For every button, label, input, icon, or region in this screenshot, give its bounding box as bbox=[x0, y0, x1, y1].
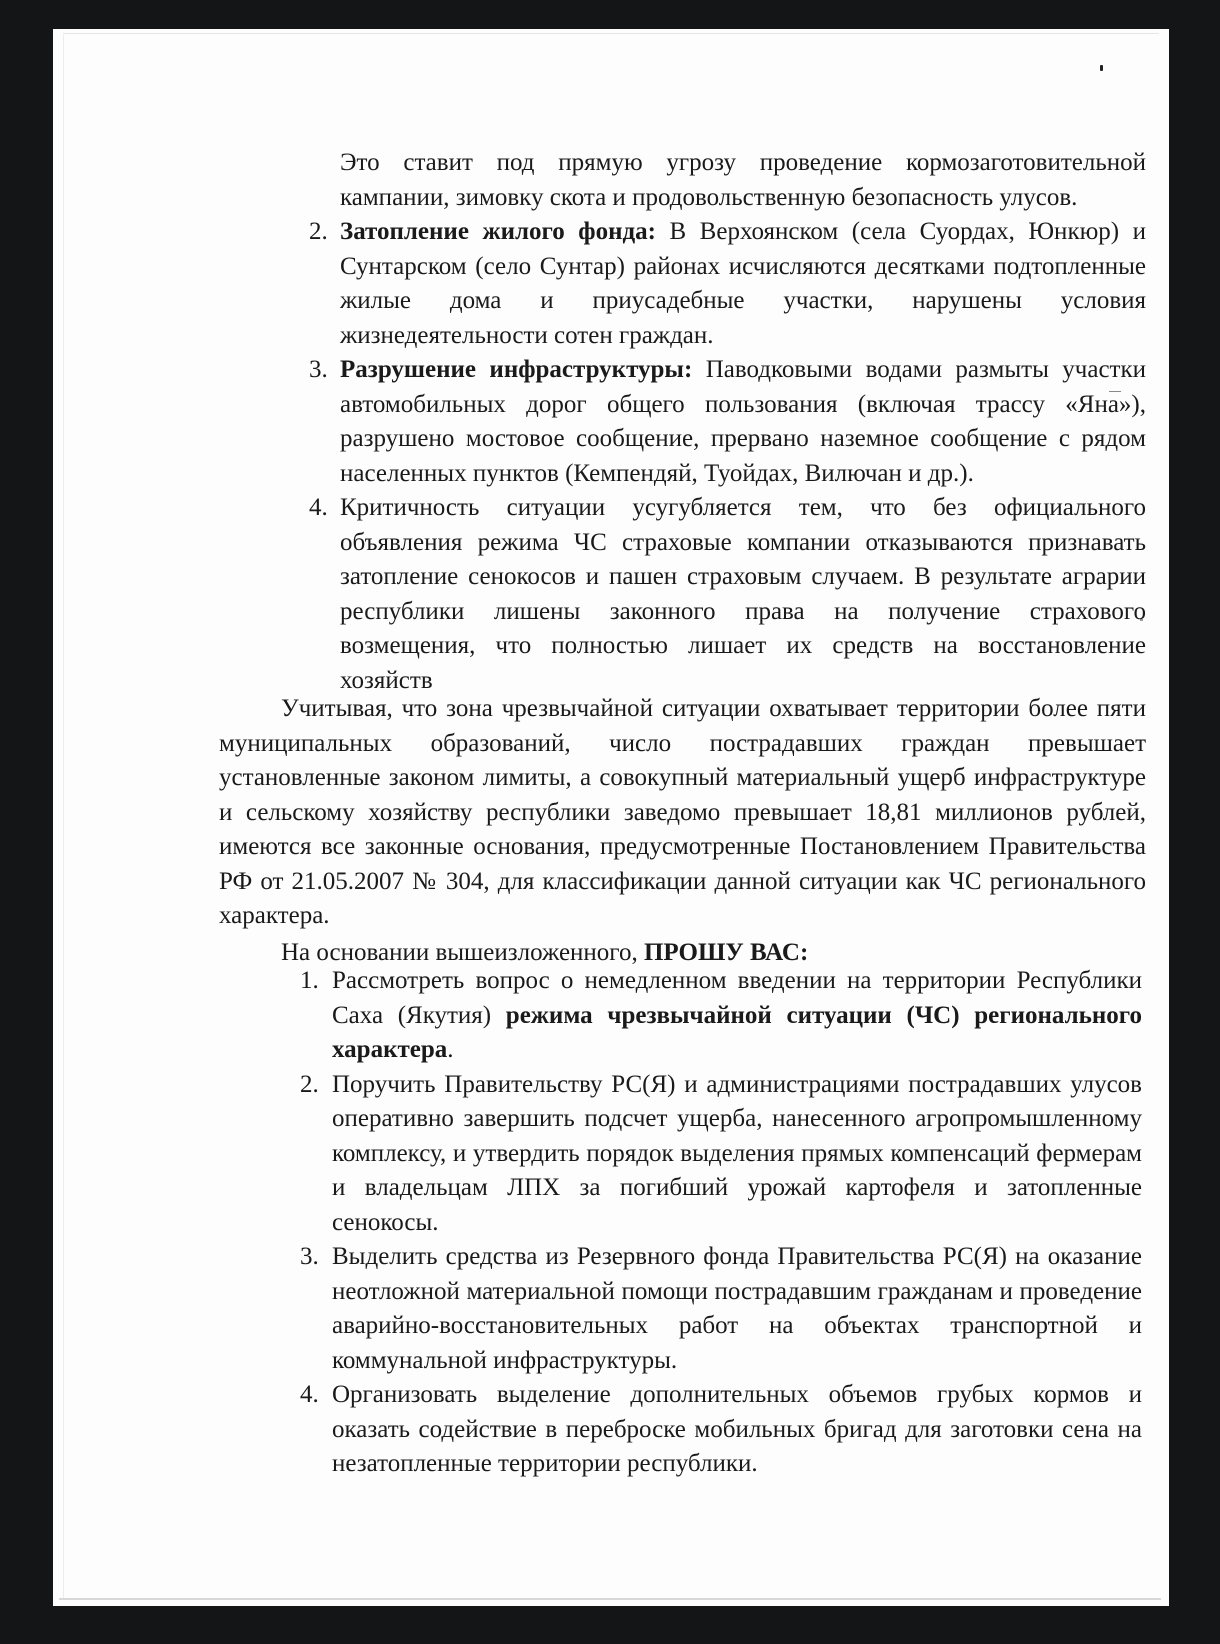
item-text: Критичность ситуации усугубляется тем, что без официального объявления режима ЧС страховые компании отказываются признавать затопление сенокосов и пашен страховым случаем. В результате аграрии республики лишены законного права на получение страхового возмещения, что полностью лишает их средств на восстановление хозяйств bbox=[340, 494, 1146, 694]
page-edge-top bbox=[63, 33, 1159, 34]
item-title: Разрушение инфраструктуры: bbox=[340, 356, 693, 383]
item-number: 2. bbox=[300, 1070, 319, 1098]
list-item bbox=[289, 491, 1146, 698]
item-number: 1. bbox=[300, 967, 319, 994]
item-text: Организовать выделение дополнительных объемов грубых кормов и оказать содействие в переброске мобильных бригад для заготовки сена на незатопленные территории республики. bbox=[332, 1381, 1142, 1477]
request-list bbox=[280, 964, 1142, 1482]
item-text: Выделить средства из Резервного фонда Правительства РС(Я) на оказание неотложной материальной помощи пострадавшим гражданам и проведение аварийно-восстановительных работ на объектах транспортной и коммунальной инфраструктуры. bbox=[332, 1243, 1142, 1374]
request-item bbox=[280, 1068, 1142, 1241]
list-item bbox=[289, 146, 1146, 215]
page-edge-bottom bbox=[59, 1598, 1161, 1600]
item-text: В Верхоянском (села Суордах, Юнкюр) и Сунтарском (село Сунтар) районах исчисляются десятками подтопленные жилые дома и приусадебные участки, нарушены условия жизнедеятельности сотен граждан. bbox=[340, 218, 1146, 349]
item-number: 2. bbox=[309, 218, 328, 245]
item-number: 3. bbox=[300, 1243, 319, 1270]
item-text: Рассмотреть вопрос о немедленном введении на территории Республики Саха (Якутия) bbox=[332, 967, 1142, 1029]
item-bold-text: режима чрезвычайной ситуации (ЧС) регионального характера bbox=[332, 1001, 1142, 1063]
impact-list bbox=[289, 146, 1146, 698]
lead-text: Это ставит под прямую угрозу проведение кормозаготовительной кампании, зимовку скота и продовольственную безопасность улусов. bbox=[340, 149, 1146, 211]
request-intro: На основании вышеизложенного, bbox=[281, 938, 644, 966]
scanned-page bbox=[53, 29, 1169, 1606]
item-text: Поручить Правительству РС(Я) и администрациями пострадавших улусов оперативно завершить подсчет ущерба, нанесенного агропромышленному комплексу, и утвердить порядок выделения прямых компенсаций фермерам и владельцам ЛПХ за погибший урожай картофеля и затопленные сенокосы. bbox=[332, 1070, 1142, 1236]
item-number: 3. bbox=[309, 356, 328, 383]
item-text: Паводковыми водами размыты участки автомобильных дорог общего пользования (включая трассу «Яна»), разрушено мостовое сообщение, прервано наземное сообщение с рядом населенных пунктов (Кемпендяй, Туойдах, Вилючан и др.). bbox=[340, 356, 1146, 487]
list-item bbox=[289, 353, 1146, 491]
scan-mark bbox=[1100, 65, 1103, 71]
request-bold: ПРОШУ ВАС: bbox=[643, 938, 809, 966]
body-paragraph-block bbox=[219, 692, 1146, 970]
item-title: Затопление жилого фонда: bbox=[340, 218, 656, 245]
item-text: . bbox=[447, 1036, 454, 1063]
page-edge-left bbox=[63, 35, 64, 1598]
body-paragraph: Учитывая, что зона чрезвычайной ситуации охватывает территории более пяти муниципальных образований, число пострадавших граждан превышает установленные законом лимиты, а совокупный материальный ущерб инфраструктуре и сельскому хозяйству республики заведомо превышает 18,81 миллионов рублей, имеются все законные основания, предусмотренные Постановлением Правительства РФ от 21.05.2007 № 304, для классификации данной ситуации как ЧС регионального характера. bbox=[219, 695, 1146, 929]
list-item bbox=[289, 215, 1146, 353]
request-item bbox=[280, 1378, 1142, 1482]
item-number: 4. bbox=[309, 494, 328, 521]
request-item bbox=[280, 964, 1142, 1068]
item-number: 4. bbox=[300, 1381, 319, 1408]
request-item bbox=[280, 1240, 1142, 1378]
